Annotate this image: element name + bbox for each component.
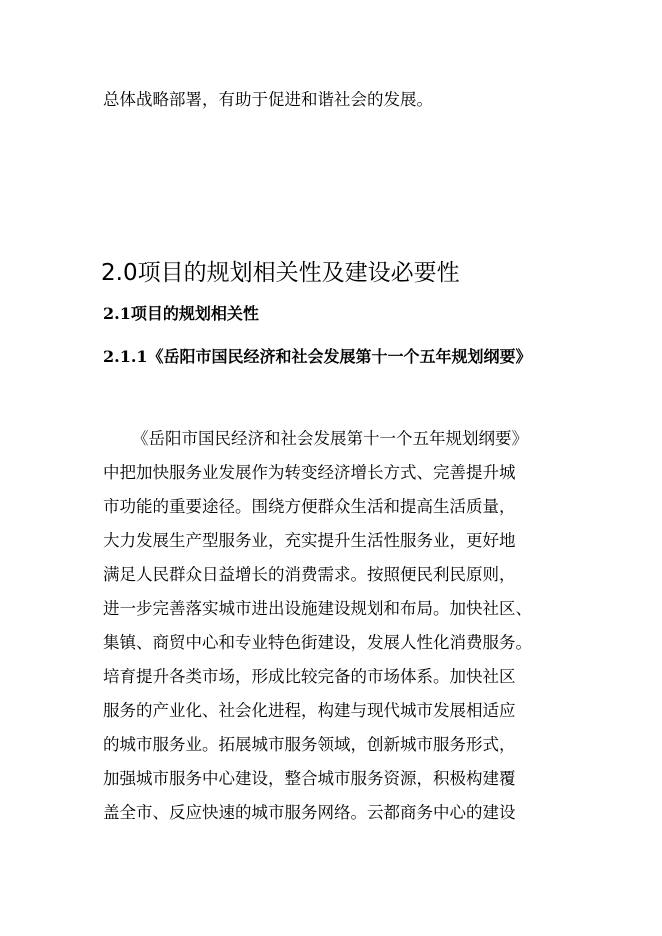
paragraph-line: 中把加快服务业发展作为转变经济增长方式、完善提升城 — [103, 463, 516, 482]
intro-tail-text: 总体战略部署，有助于促进和谐社会的发展。 — [103, 90, 433, 109]
paragraph-line: 盖全市、反应快速的城市服务网络。云都商务中心的建设 — [103, 803, 516, 822]
section-heading-2-0: 2.0项目的规划相关性及建设必要性 — [101, 260, 460, 286]
subsubsection-heading-2-1-1: 2.1.1《岳阳市国民经济和社会发展第十一个五年规划纲要》 — [103, 347, 532, 366]
paragraph-line: 进一步完善落实城市进出设施建设规划和布局。加快社区、 — [103, 599, 532, 618]
paragraph-line: 《岳阳市国民经济和社会发展第十一个五年规划纲要》 — [132, 429, 528, 448]
paragraph-line: 培育提升各类市场，形成比较完备的市场体系。加快社区 — [103, 667, 516, 686]
paragraph-line: 满足人民群众日益增长的消费需求。按照便民利民原则， — [103, 565, 516, 584]
paragraph-line: 市功能的重要途径。围绕方便群众生活和提高生活质量， — [103, 497, 516, 516]
paragraph-line: 集镇、商贸中心和专业特色街建设，发展人性化消费服务。 — [103, 633, 532, 652]
paragraph-line: 加强城市服务中心建设，整合城市服务资源，积极构建覆 — [103, 769, 516, 788]
paragraph-line: 的城市服务业。拓展城市服务领域，创新城市服务形式， — [103, 735, 516, 754]
subsection-heading-2-1: 2.1项目的规划相关性 — [103, 304, 259, 323]
paragraph-line: 服务的产业化、社会化进程，构建与现代城市发展相适应 — [103, 701, 516, 720]
paragraph-line: 大力发展生产型服务业，充实提升生活性服务业，更好地 — [103, 531, 516, 550]
